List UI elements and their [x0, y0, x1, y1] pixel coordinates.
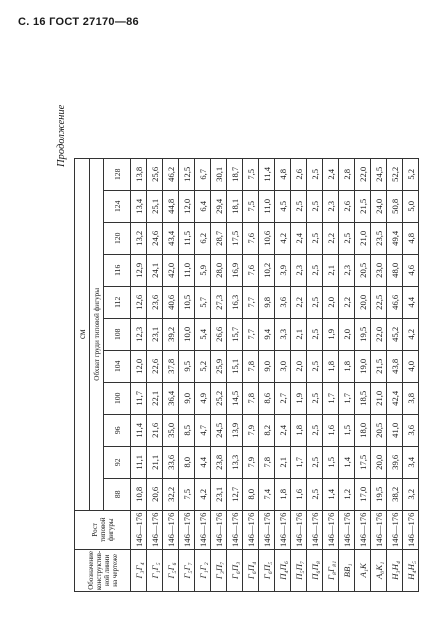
table-cell: 27,3: [211, 286, 227, 318]
table-cell: 39,2: [163, 318, 179, 350]
table-cell: 2,6: [291, 158, 307, 190]
table-cell: 4,9: [195, 382, 211, 414]
table-cell: 42,4: [387, 382, 403, 414]
table-cell: 4,2: [403, 318, 419, 350]
table-cell: 2,5: [307, 254, 323, 286]
row-height-range: 146—176: [195, 510, 211, 549]
table-cell: 33,6: [163, 446, 179, 478]
table-cell: 4,8: [275, 158, 291, 190]
table-cell: 7,8: [259, 446, 275, 478]
table-cell: 5,9: [195, 254, 211, 286]
table-cell: 7,4: [259, 478, 275, 510]
table-cell: 2,1: [291, 318, 307, 350]
row-label: Г₁Г₂: [195, 549, 211, 591]
row-label: П₅П₇: [291, 549, 307, 591]
table-cell: 2,5: [307, 414, 323, 446]
table-cell: 4,0: [403, 350, 419, 382]
table-cell: 15,1: [227, 350, 243, 382]
table-cell: 1,4: [339, 446, 355, 478]
table-row: [259, 158, 275, 591]
table-cell: 21,0: [371, 382, 387, 414]
col-label-header: Обозначение конструктив-ной линии на чертеже: [75, 549, 131, 591]
row-height-range: 146—176: [211, 510, 227, 549]
row-label: А₀К₁: [371, 549, 387, 591]
row-height-range: 146—176: [179, 510, 195, 549]
row-label: А₁К: [355, 549, 371, 591]
row-label: Г₅Г₇: [179, 549, 195, 591]
row-height-range: 146—176: [163, 510, 179, 549]
table-cell: 12,9: [131, 254, 147, 286]
table-cell: 5,2: [403, 158, 419, 190]
table-cell: 14,5: [227, 382, 243, 414]
table-cell: 4,4: [195, 446, 211, 478]
table-cell: 4,8: [403, 222, 419, 254]
table-cell: 1,9: [323, 318, 339, 350]
table-cell: 2,5: [307, 286, 323, 318]
table-cell: 7,7: [243, 318, 259, 350]
size-header-100: 100: [104, 382, 131, 414]
table-cell: 1,8: [291, 414, 307, 446]
unit-header: см: [75, 158, 90, 510]
row-height-range: 146—176: [147, 510, 163, 549]
table-cell: 20,6: [147, 478, 163, 510]
table-cell: 6,2: [195, 222, 211, 254]
col-height-header: Рост типовой фигуры: [75, 510, 131, 549]
rotated-table-block: [52, 29, 416, 592]
table-cell: 9,4: [259, 318, 275, 350]
table-cell: 7,8: [243, 382, 259, 414]
table-cell: 2,5: [307, 350, 323, 382]
table-cell: 2,3: [323, 190, 339, 222]
row-height-range: 146—176: [275, 510, 291, 549]
table-cell: 12,0: [131, 350, 147, 382]
table-cell: 1,7: [339, 382, 355, 414]
table-cell: 20,5: [355, 254, 371, 286]
table-cell: 8,2: [259, 414, 275, 446]
table-cell: 36,4: [163, 382, 179, 414]
table-cell: 15,7: [227, 318, 243, 350]
row-label: Г₆П₃: [227, 549, 243, 591]
table-cell: 44,8: [163, 190, 179, 222]
table-row: [291, 158, 307, 591]
table-cell: 2,5: [307, 446, 323, 478]
table-cell: 2,5: [307, 478, 323, 510]
table-cell: 7,5: [243, 158, 259, 190]
table-row: [243, 158, 259, 591]
table-cell: 2,5: [307, 318, 323, 350]
table-cell: 38,2: [387, 478, 403, 510]
table-cell: 23,6: [147, 286, 163, 318]
table-cell: 8,5: [179, 414, 195, 446]
table-cell: 5,7: [195, 286, 211, 318]
table-cell: 24,5: [211, 414, 227, 446]
table-cell: 41,0: [387, 414, 403, 446]
table-cell: 49,4: [387, 222, 403, 254]
table-cell: 6,4: [195, 190, 211, 222]
table-cell: 19,5: [355, 318, 371, 350]
table-cell: 25,1: [147, 190, 163, 222]
table-cell: 7,6: [243, 222, 259, 254]
row-height-range: 146—176: [307, 510, 323, 549]
table-cell: 24,1: [147, 254, 163, 286]
table-cell: 17,5: [355, 446, 371, 478]
size-header-116: 116: [104, 254, 131, 286]
chest-girth-header: Обхват груди типовой фигуры: [90, 158, 104, 510]
table-cell: 50,8: [387, 190, 403, 222]
table-cell: 7,7: [243, 286, 259, 318]
table-row: [163, 158, 179, 591]
table-cell: 1,2: [339, 478, 355, 510]
table-cell: 2,8: [339, 158, 355, 190]
table-cell: 9,5: [179, 350, 195, 382]
table-cell: 24,5: [371, 158, 387, 190]
table-cell: 3,6: [403, 414, 419, 446]
table-cell: 1,6: [323, 414, 339, 446]
table-cell: 9,0: [259, 350, 275, 382]
table-cell: 16,9: [227, 254, 243, 286]
table-cell: 24,6: [147, 222, 163, 254]
size-header-120: 120: [104, 222, 131, 254]
table-cell: 21,6: [147, 414, 163, 446]
table-cell: 12,5: [179, 158, 195, 190]
table-cell: 10,6: [259, 222, 275, 254]
size-header-108: 108: [104, 318, 131, 350]
row-label: П₆П₈: [307, 549, 323, 591]
row-label: Г₃П₇: [211, 549, 227, 591]
table-cell: 13,8: [131, 158, 147, 190]
table-cell: 2,2: [291, 286, 307, 318]
row-label: ВВ₁: [339, 549, 355, 591]
table-cell: 29,4: [211, 190, 227, 222]
table-cell: 39,6: [387, 446, 403, 478]
table-cell: 2,5: [307, 222, 323, 254]
row-height-range: 146—176: [291, 510, 307, 549]
table-row: [179, 158, 195, 591]
continuation-label: Продолжение: [56, 104, 67, 167]
table-cell: 18,5: [355, 382, 371, 414]
table-cell: 28,0: [211, 254, 227, 286]
table-row: [403, 158, 419, 591]
row-height-range: 146—176: [243, 510, 259, 549]
size-header-112: 112: [104, 286, 131, 318]
table-cell: 4,2: [275, 222, 291, 254]
table-cell: 2,4: [291, 222, 307, 254]
size-header-104: 104: [104, 350, 131, 382]
row-label: П₄П₆: [275, 549, 291, 591]
table-cell: 2,0: [339, 318, 355, 350]
table-cell: 12,7: [227, 478, 243, 510]
size-header-96: 96: [104, 414, 131, 446]
table-cell: 17,5: [227, 222, 243, 254]
table-cell: 48,0: [387, 254, 403, 286]
table-cell: 1,8: [275, 478, 291, 510]
table-body: [131, 158, 419, 591]
table-cell: 4,4: [403, 286, 419, 318]
table-cell: 1,9: [291, 382, 307, 414]
table-cell: 2,5: [307, 190, 323, 222]
table-cell: 6,7: [195, 158, 211, 190]
table-cell: 1,7: [291, 446, 307, 478]
table-cell: 2,1: [323, 254, 339, 286]
page-header: С. 16 ГОСТ 27170—86: [18, 16, 139, 28]
table-cell: 11,5: [179, 222, 195, 254]
table-cell: 23,1: [147, 318, 163, 350]
table-row: [195, 158, 211, 591]
table-cell: 21,0: [355, 222, 371, 254]
table-cell: 28,7: [211, 222, 227, 254]
table-cell: 23,5: [371, 222, 387, 254]
row-height-range: 146—176: [403, 510, 419, 549]
row-label: Г₆П₅: [259, 549, 275, 591]
row-height-range: 146—176: [355, 510, 371, 549]
table-cell: 43,8: [387, 350, 403, 382]
table-row: [323, 158, 339, 591]
table-cell: 11,0: [179, 254, 195, 286]
table-cell: 11,0: [259, 190, 275, 222]
table-cell: 18,7: [227, 158, 243, 190]
table-cell: 3,2: [403, 478, 419, 510]
table-cell: 37,8: [163, 350, 179, 382]
table-row: [227, 158, 243, 591]
table-row: [371, 158, 387, 591]
row-label: Г₆П₄: [243, 549, 259, 591]
table-cell: 22,6: [147, 350, 163, 382]
table-cell: 8,0: [179, 446, 195, 478]
table-cell: 10,2: [259, 254, 275, 286]
table-cell: 22,0: [355, 158, 371, 190]
table-cell: 1,5: [323, 446, 339, 478]
table-cell: 5,4: [195, 318, 211, 350]
row-label: Н₃Н₄: [387, 549, 403, 591]
table-cell: 19,0: [355, 350, 371, 382]
table-cell: 18,0: [355, 414, 371, 446]
row-height-range: 146—176: [387, 510, 403, 549]
table-cell: 2,4: [275, 414, 291, 446]
table-cell: 7,5: [243, 190, 259, 222]
table-cell: 52,2: [387, 158, 403, 190]
table-cell: 3,8: [403, 382, 419, 414]
table-cell: 4,7: [195, 414, 211, 446]
table-cell: 11,7: [131, 382, 147, 414]
table-cell: 1,8: [339, 350, 355, 382]
table-cell: 2,0: [291, 350, 307, 382]
table-cell: 1,5: [339, 414, 355, 446]
table-cell: 25,2: [211, 382, 227, 414]
table-row: [131, 158, 147, 591]
table-cell: 22,1: [147, 382, 163, 414]
table-cell: 1,8: [323, 350, 339, 382]
row-height-range: 146—176: [323, 510, 339, 549]
row-height-range: 146—176: [227, 510, 243, 549]
table-cell: 22,5: [371, 286, 387, 318]
table-cell: 3,3: [275, 318, 291, 350]
row-height-range: 146—176: [131, 510, 147, 549]
table-cell: 12,0: [179, 190, 195, 222]
table-cell: 8,6: [259, 382, 275, 414]
row-label: Г₅Г₆: [163, 549, 179, 591]
table-cell: 11,4: [259, 158, 275, 190]
table-cell: 2,2: [323, 222, 339, 254]
table-cell: 21,5: [355, 190, 371, 222]
table-row: [211, 158, 227, 591]
table-cell: 2,0: [323, 286, 339, 318]
table-cell: 2,7: [275, 382, 291, 414]
table-cell: 46,2: [163, 158, 179, 190]
table-cell: 23,1: [211, 478, 227, 510]
table-cell: 2,6: [339, 190, 355, 222]
table-cell: 12,6: [131, 286, 147, 318]
row-height-range: 146—176: [339, 510, 355, 549]
table-cell: 13,3: [227, 446, 243, 478]
table-cell: 32,2: [163, 478, 179, 510]
table-row: [339, 158, 355, 591]
table-cell: 19,5: [371, 478, 387, 510]
table-cell: 46,6: [387, 286, 403, 318]
table-cell: 2,5: [339, 222, 355, 254]
table-cell: 7,5: [179, 478, 195, 510]
table-cell: 10,8: [131, 478, 147, 510]
table-cell: 30,1: [211, 158, 227, 190]
table-cell: 23,0: [371, 254, 387, 286]
table-cell: 3,9: [275, 254, 291, 286]
table-cell: 7,9: [243, 446, 259, 478]
table-cell: 26,6: [211, 318, 227, 350]
table-cell: 2,5: [307, 382, 323, 414]
table-row: [147, 158, 163, 591]
table-cell: 42,0: [163, 254, 179, 286]
table-cell: 2,2: [339, 286, 355, 318]
table-cell: 3,4: [403, 446, 419, 478]
table-cell: 20,0: [355, 286, 371, 318]
table-cell: 2,5: [291, 190, 307, 222]
table-cell: 13,2: [131, 222, 147, 254]
table-cell: 25,9: [211, 350, 227, 382]
table-cell: 4,6: [403, 254, 419, 286]
table-cell: 12,3: [131, 318, 147, 350]
table-cell: 1,6: [291, 478, 307, 510]
table-cell: 35,0: [163, 414, 179, 446]
size-header-124: 124: [104, 190, 131, 222]
table-cell: 7,6: [243, 254, 259, 286]
table-cell: 20,0: [371, 446, 387, 478]
table-cell: 3,6: [275, 286, 291, 318]
table-cell: 1,4: [323, 478, 339, 510]
size-header-92: 92: [104, 446, 131, 478]
table-cell: 11,1: [131, 446, 147, 478]
table-cell: 13,4: [131, 190, 147, 222]
table-cell: 10,5: [179, 286, 195, 318]
table-cell: 17,0: [355, 478, 371, 510]
measurement-table: [74, 158, 419, 592]
table-cell: 40,6: [163, 286, 179, 318]
table-cell: 45,2: [387, 318, 403, 350]
size-header-88: 88: [104, 478, 131, 510]
table-cell: 2,4: [323, 158, 339, 190]
table-cell: 16,3: [227, 286, 243, 318]
table-cell: 5,0: [403, 190, 419, 222]
table-cell: 9,0: [179, 382, 195, 414]
table-cell: 2,1: [275, 446, 291, 478]
table-cell: 2,5: [307, 158, 323, 190]
table-cell: 7,8: [243, 350, 259, 382]
table-cell: 13,9: [227, 414, 243, 446]
size-header-128: 128: [104, 158, 131, 190]
table-cell: 2,3: [291, 254, 307, 286]
table-cell: 22,0: [371, 318, 387, 350]
row-label: Г₈Г₈₁: [323, 549, 339, 591]
table-cell: 24,0: [371, 190, 387, 222]
table-cell: 11,4: [131, 414, 147, 446]
row-label: Г₃Г₄: [131, 549, 147, 591]
table-cell: 9,8: [259, 286, 275, 318]
table-row: [275, 158, 291, 591]
table-cell: 4,5: [275, 190, 291, 222]
table-cell: 4,2: [195, 478, 211, 510]
table-cell: 23,8: [211, 446, 227, 478]
table-row: [307, 158, 323, 591]
row-label: Г₁Г₅: [147, 549, 163, 591]
table-cell: 43,4: [163, 222, 179, 254]
row-label: Н₄Н₅: [403, 549, 419, 591]
table-cell: 25,6: [147, 158, 163, 190]
table-cell: 21,1: [147, 446, 163, 478]
table-cell: 2,3: [339, 254, 355, 286]
table-cell: 7,9: [243, 414, 259, 446]
table-cell: 21,5: [371, 350, 387, 382]
table-row: [387, 158, 403, 591]
table-cell: 20,5: [371, 414, 387, 446]
row-height-range: 146—176: [259, 510, 275, 549]
table-cell: 10,0: [179, 318, 195, 350]
table-cell: 3,0: [275, 350, 291, 382]
table-cell: 18,1: [227, 190, 243, 222]
row-height-range: 146—176: [371, 510, 387, 549]
table-row: [355, 158, 371, 591]
table-cell: 1,7: [323, 382, 339, 414]
table-cell: 5,2: [195, 350, 211, 382]
table-cell: 8,0: [243, 478, 259, 510]
